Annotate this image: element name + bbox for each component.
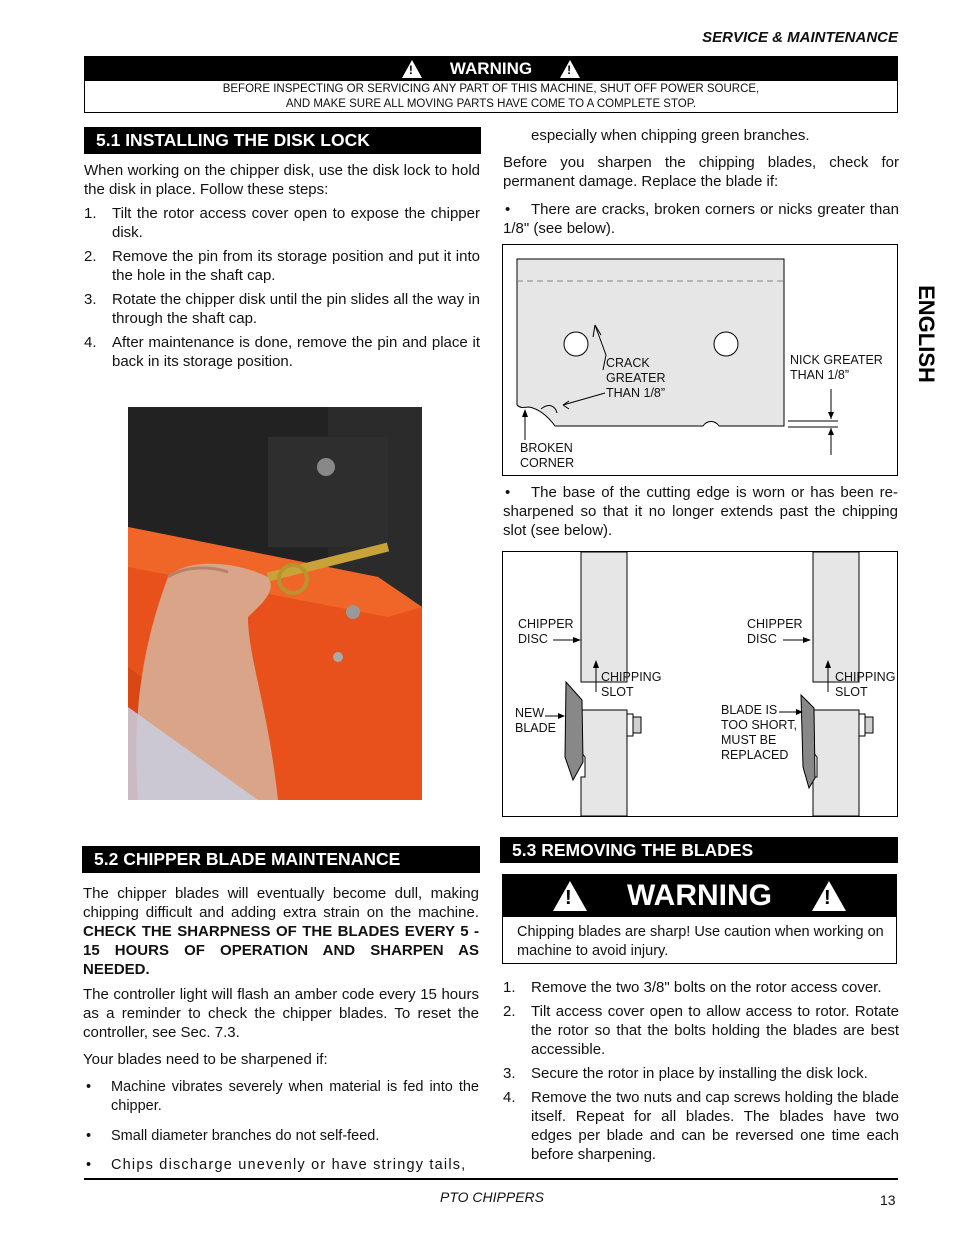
damage-bullet: • There are cracks, broken corners or nicks greater than 1/8" (see below). <box>503 201 899 237</box>
list-item: 3. Rotate the chipper disk until the pin slides all the way in through the shaft cap. <box>84 291 480 327</box>
section-5-2-para1 <box>83 884 479 979</box>
warning-triangle-icon <box>553 881 587 911</box>
warning-label: WARNING <box>627 879 772 912</box>
language-side-label <box>908 282 944 386</box>
section-5-2-para3: Your blades need to be sharpened if: <box>83 1051 328 1068</box>
section-5-3-heading: 5.3 REMOVING THE BLADES <box>500 837 898 863</box>
list-item: 2. Tilt access cover open to allow access to rotor. Rotate the rotor so that the bolts holding the blades are best accessible. <box>503 1003 899 1058</box>
running-header: SERVICE & MAINTENANCE <box>702 29 898 46</box>
warning-bar <box>85 57 897 81</box>
sharpen-criteria-list <box>83 1078 479 1180</box>
nick-label: NICK GREATER THAN 1/8” <box>790 353 883 382</box>
page-number: 13 <box>880 1192 896 1208</box>
blade-warning-box <box>502 874 897 964</box>
para1-bold-text: CHECK THE SHARPNESS OF THE BLADES EVERY 5 - 15 HOURS OF OPERATION AND SHARPEN AS NEEDED. <box>83 923 479 978</box>
crack-label: CRACK GREATER THAN 1/8” <box>606 356 666 400</box>
new-blade-label: NEW BLADE <box>515 706 556 735</box>
section-5-1-heading: 5.1 INSTALLING THE DISK LOCK <box>84 127 481 154</box>
warning-triangle-icon <box>560 60 580 78</box>
list-item: 4. After maintenance is done, remove the pin and place it back in its storage position. <box>84 334 480 370</box>
section-5-1-intro: When working on the chipper disk, use the disk lock to hold the disk in place. Follow these steps: <box>84 162 480 198</box>
before-sharpen-text: Before you sharpen the chipping blades, check for permanent damage. Replace the blade if: <box>503 154 899 190</box>
footer-rule <box>84 1178 898 1180</box>
warning-triangle-icon <box>812 881 846 911</box>
remove-blade-steps <box>503 978 899 1169</box>
list-item: • Small diameter branches do not self-feed. <box>86 1128 380 1144</box>
continuation-text: especially when chipping green branches. <box>531 127 810 144</box>
blade-damage-figure <box>502 244 898 476</box>
language-label-text: ENGLISH <box>914 285 939 383</box>
disk-lock-photo <box>128 407 422 800</box>
list-item: 1. Remove the two 3/8" bolts on the rotor access cover. <box>503 979 882 996</box>
warning-line-1: BEFORE INSPECTING OR SERVICING ANY PART OF THIS MACHINE, SHUT OFF POWER SOURCE, <box>222 83 760 95</box>
chipping-slot-label: CHIPPING SLOT <box>835 670 896 699</box>
chipping-slot-figure <box>502 551 898 817</box>
list-item: • Machine vibrates severely when material is fed into the chipper. <box>86 1079 479 1114</box>
warning-triangle-icon <box>402 60 422 78</box>
para1-text: The chipper blades will eventually become dull, making chipping difficult and adding extra strain on the machine. <box>83 885 479 921</box>
list-item: • Chips discharge unevenly or have stringy tails, <box>86 1157 467 1173</box>
footer-product: PTO CHIPPERS <box>440 1189 544 1205</box>
list-item: 3. Secure the rotor in place by installing the disk lock. <box>503 1065 868 1082</box>
chipper-disc-label: CHIPPER DISC <box>747 617 803 646</box>
section-5-2-heading: 5.2 CHIPPER BLADE MAINTENANCE <box>82 846 480 873</box>
list-item: 1. Tilt the rotor access cover open to expose the chipper disk. <box>84 205 480 241</box>
warning-text: Chipping blades are sharp! Use caution when working on machine to avoid injury. <box>517 924 884 959</box>
section-5-2-para2: The controller light will flash an amber code every 15 hours as a reminder to check the chipper blades. To reset the controller, see Sec. 7.3. <box>83 986 479 1041</box>
warning-bar <box>503 875 896 917</box>
worn-edge-bullet: • The base of the cutting edge is worn or has been re-sharpened so that it no longer extends past the chipping slot (see below). <box>503 484 898 539</box>
broken-corner-label: BROKEN CORNER <box>520 441 575 470</box>
disk-lock-steps <box>84 204 480 376</box>
list-item: 4. Remove the two nuts and cap screws holding the blade itself. Repeat for all blades. The blades have two edges per blade and can be reversed one time each before sharpening. <box>503 1089 899 1163</box>
list-item: 2. Remove the pin from its storage position and put it into the hole in the shaft cap. <box>84 248 480 284</box>
warning-label: WARNING <box>449 59 533 78</box>
warning-line-2: AND MAKE SURE ALL MOVING PARTS HAVE COME TO A COMPLETE STOP. <box>285 97 697 110</box>
chipper-disc-label: CHIPPER DISC <box>518 617 574 646</box>
warning-text <box>85 81 897 111</box>
blade-too-short-label: BLADE IS TOO SHORT, MUST BE REPLACED <box>721 703 797 762</box>
chipping-slot-label: CHIPPING SLOT <box>601 670 662 699</box>
top-warning-box <box>84 56 898 113</box>
